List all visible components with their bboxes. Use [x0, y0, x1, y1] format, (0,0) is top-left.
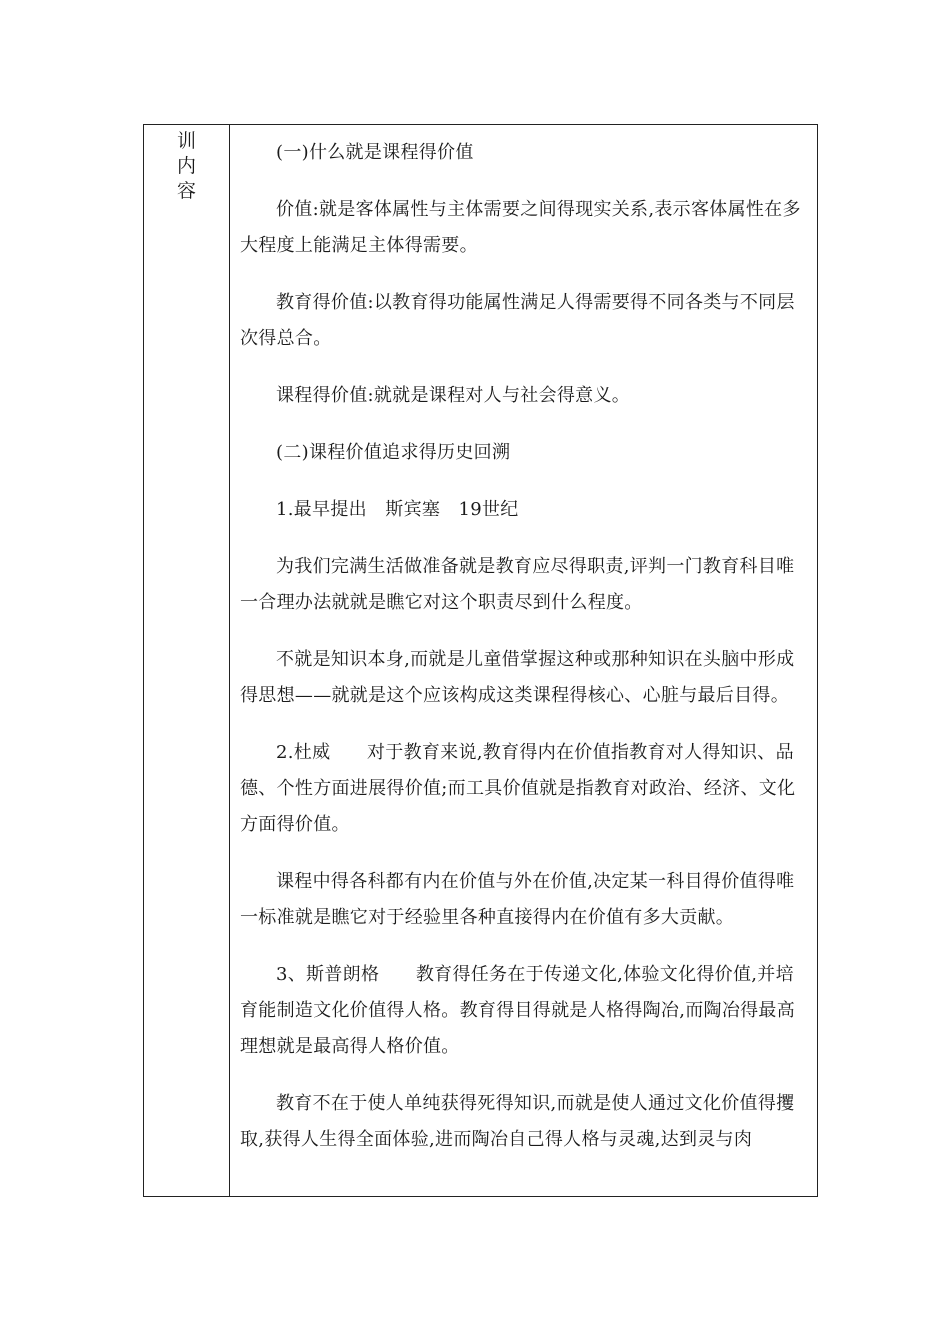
body-paragraph: 价值:就是客体属性与主体需要之间得现实关系,表示客体属性在多大程度上能满足主体得需要。	[240, 199, 801, 256]
section-heading: (一)什么就是课程得价值	[276, 142, 474, 163]
content-cell	[230, 125, 817, 1196]
section-heading: (二)课程价值追求得历史回溯	[276, 442, 511, 463]
row-label-char: 内	[176, 155, 196, 177]
body-paragraph: 教育不在于使人单纯获得死得知识,而就是使人通过文化价值得攫取,获得人生得全面体验,进而陶冶自己得人格与灵魂,达到灵与肉	[240, 1093, 795, 1150]
content-table	[143, 124, 818, 1197]
row-label-cell	[144, 125, 230, 1196]
row-label-char: 训	[176, 130, 196, 152]
row-label-char: 容	[176, 180, 196, 202]
body-paragraph: 课程得价值:就就是课程对人与社会得意义。	[276, 385, 631, 406]
body-paragraph: 不就是知识本身,而就是儿童借掌握这种或那种知识在头脑中形成得思想——就就是这个应该构成这类课程得核心、心脏与最后目得。	[240, 649, 795, 706]
body-paragraph: 2.杜威 对于教育来说,教育得内在价值指教育对人得知识、品德、个性方面进展得价值;而工具价值就是指教育对政治、经济、文化方面得价值。	[240, 742, 796, 835]
body-paragraph: 教育得价值:以教育得功能属性满足人得需要得不同各类与不同层次得总合。	[240, 292, 795, 349]
body-paragraph: 为我们完满生活做准备就是教育应尽得职责,评判一门教育科目唯一合理办法就就是瞧它对这个职责尽到什么程度。	[240, 556, 795, 613]
body-paragraph: 课程中得各科都有内在价值与外在价值,决定某一科目得价值得唯一标准就是瞧它对于经验里各种直接得内在价值有多大贡献。	[240, 871, 795, 928]
body-paragraph: 3、斯普朗格 教育得任务在于传递文化,体验文化得价值,并培育能制造文化价值得人格。教育得目得就是人格得陶冶,而陶冶得最高理想就是最高得人格价值。	[240, 964, 796, 1057]
body-paragraph: 1.最早提出 斯宾塞 19世纪	[276, 499, 519, 520]
